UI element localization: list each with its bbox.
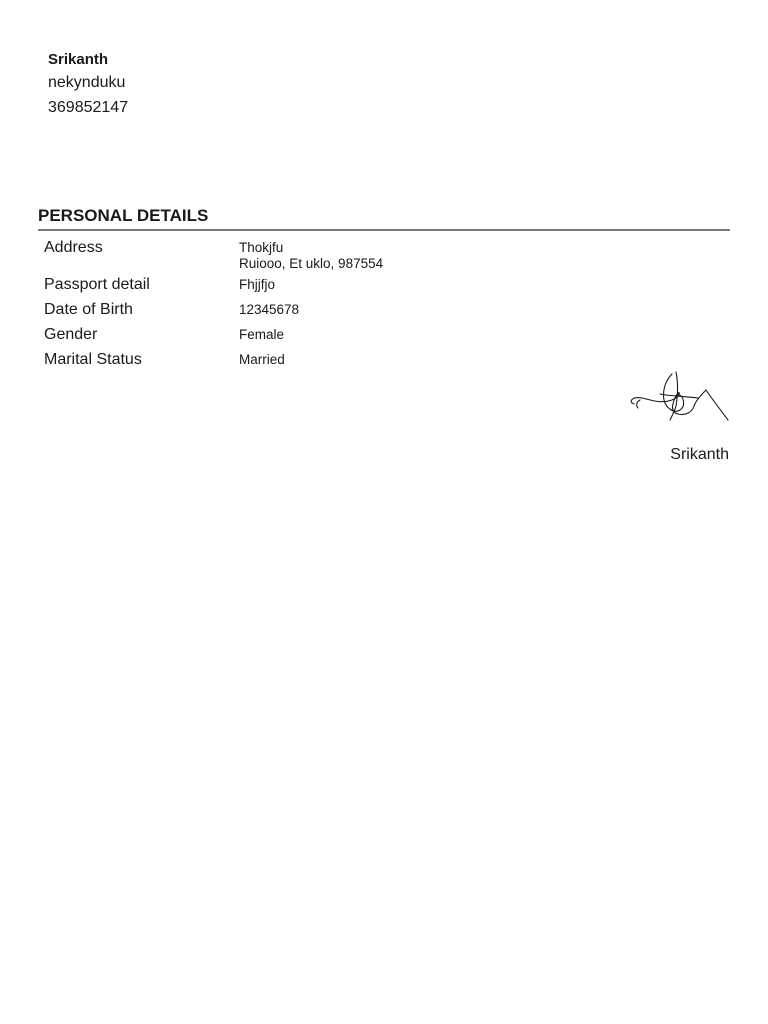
dob-row [38, 299, 730, 324]
passport-value: Fhjjfjo [239, 277, 276, 292]
marital-value: Married [239, 352, 285, 367]
contact-line-1: nekynduku [48, 74, 126, 91]
signature-image [620, 366, 732, 428]
personal-details-section [38, 205, 730, 374]
gender-row [38, 324, 730, 349]
passport-label: Passport detail [44, 276, 150, 293]
dob-value: 12345678 [239, 302, 300, 317]
marital-label: Marital Status [44, 351, 142, 368]
signature-name: Srikanth [670, 446, 729, 463]
passport-row [38, 274, 730, 299]
signature-scribble [620, 366, 732, 428]
contact-line-2: 369852147 [48, 99, 129, 116]
contact-header [48, 50, 128, 120]
gender-label: Gender [44, 326, 98, 343]
address-row [38, 237, 730, 274]
personal-details-list [38, 237, 730, 374]
address-value [239, 237, 383, 272]
dob-label: Date of Birth [44, 301, 133, 318]
address-line-2: Ruiooo, Et uklo, 987554 [239, 256, 384, 271]
candidate-name: Srikanth [48, 51, 109, 68]
section-title: PERSONAL DETAILS [38, 205, 730, 231]
address-label: Address [44, 239, 103, 256]
address-line-1: Thokjfu [239, 240, 284, 255]
gender-value: Female [239, 327, 285, 342]
